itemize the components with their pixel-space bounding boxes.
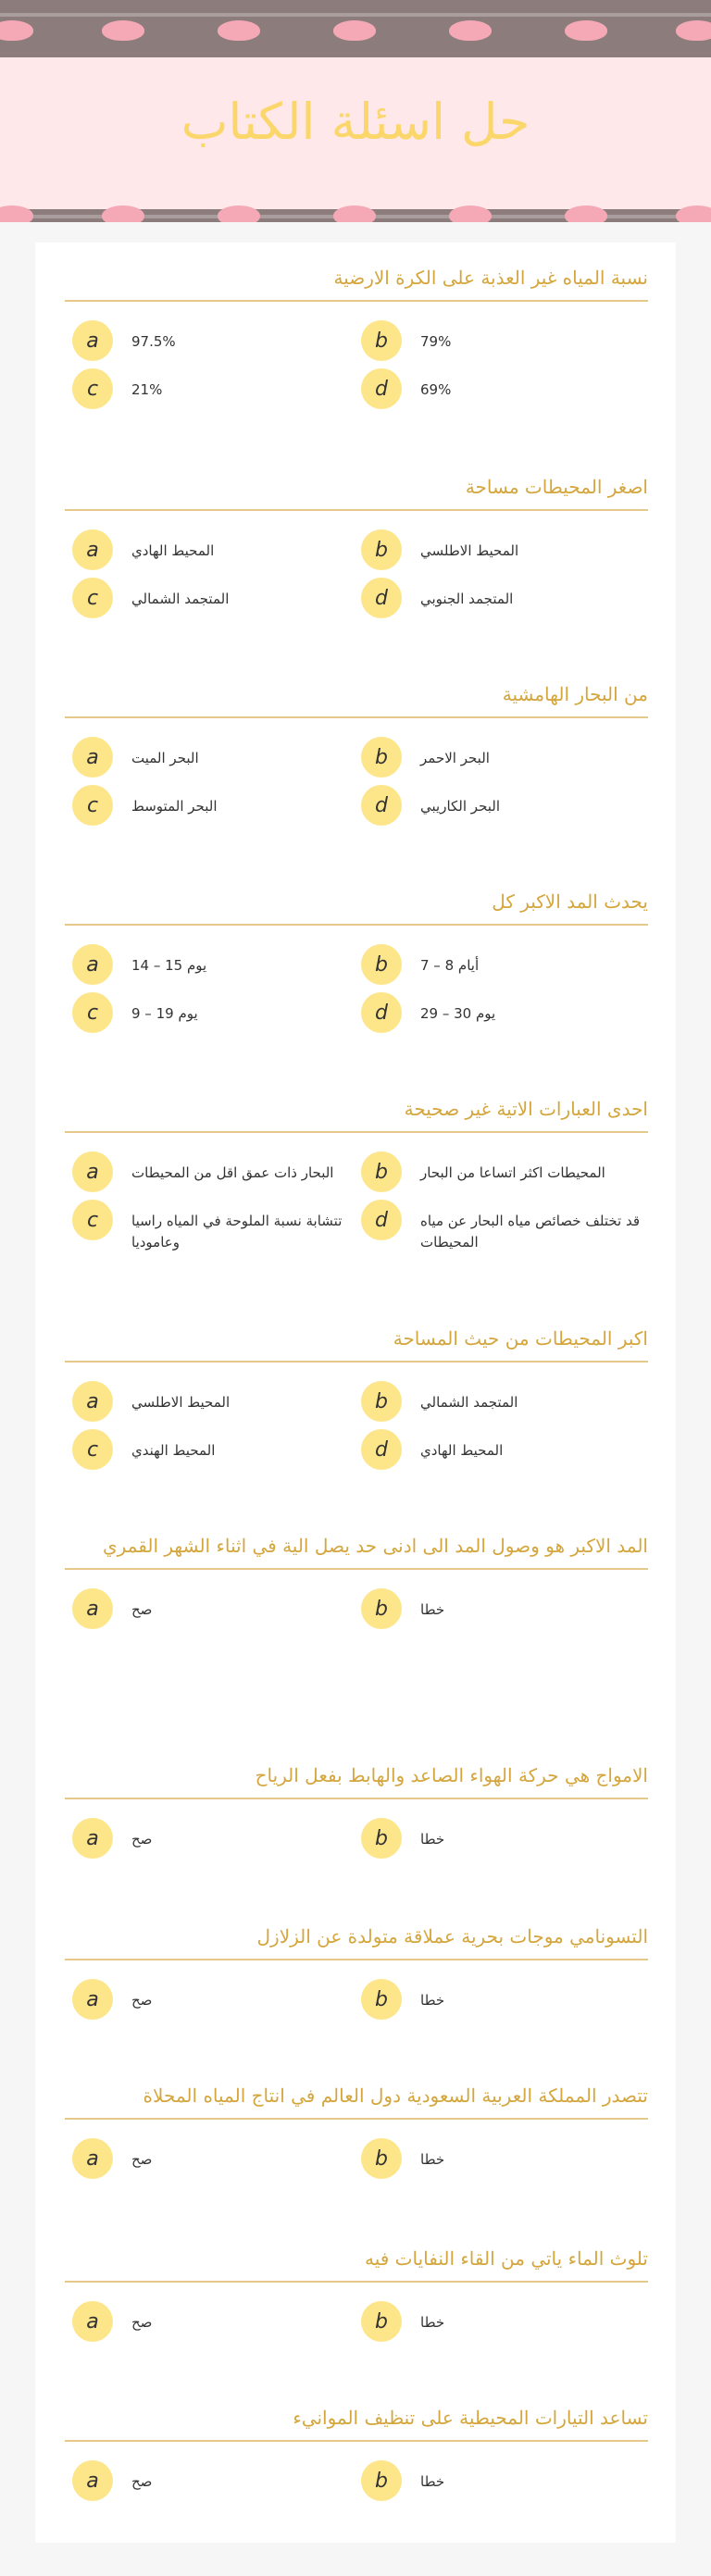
option-label: صح	[131, 2151, 153, 2168]
answer-option-d[interactable]	[361, 1200, 652, 1254]
option-letter-badge: b	[361, 1818, 402, 1859]
question-text: من البحار الهامشية	[65, 683, 648, 718]
answer-option-c[interactable]	[72, 785, 363, 826]
option-label: خطا	[420, 1992, 445, 2009]
question-text: الامواج هي حركة الهواء الصاعد والهابط بفعل الرياح	[65, 1764, 648, 1799]
option-label: المحيط الاطلسي	[131, 1394, 231, 1411]
heart-icon	[102, 205, 144, 222]
question-text: تتصدر المملكة العربية السعودية دول العالم في انتاج المياه المحلاة	[65, 2084, 648, 2120]
banner-stripe	[0, 13, 711, 17]
option-label: 97.5%	[131, 333, 176, 350]
question-text: نسبة المياه غير العذبة على الكرة الارضية	[65, 267, 648, 302]
answer-option-a[interactable]	[72, 1151, 363, 1192]
option-letter-badge: a	[72, 1151, 113, 1192]
question-text: اصغر المحيطات مساحة	[65, 476, 648, 511]
page-title: حل اسئلة الكتاب	[181, 93, 530, 151]
option-letter-badge: b	[361, 737, 402, 778]
option-label: صح	[131, 1992, 153, 2009]
heart-icon	[449, 205, 492, 222]
answer-option-b[interactable]	[361, 1979, 652, 2020]
option-label: المتجمد الجنوبي	[420, 591, 514, 607]
answer-option-a[interactable]	[72, 1381, 363, 1422]
heart-icon	[676, 205, 711, 222]
answer-option-a[interactable]	[72, 2138, 363, 2179]
option-label: صح	[131, 2314, 153, 2331]
question-block	[65, 2247, 648, 2283]
option-letter-badge: c	[72, 1429, 113, 1470]
option-letter-badge: d	[361, 785, 402, 826]
option-letter-badge: a	[72, 1381, 113, 1422]
answer-option-d[interactable]	[361, 368, 652, 409]
question-text: اكبر المحيطات من حيث المساحة	[65, 1327, 648, 1363]
option-letter-badge: a	[72, 529, 113, 570]
heart-icon	[102, 20, 144, 41]
option-label: المحيط الهادي	[131, 542, 215, 559]
question-text: المد الاكبر هو وصول المد الى ادنى حد يصل الية في اثناء الشهر القمري	[65, 1535, 648, 1570]
answer-option-b[interactable]	[361, 737, 652, 778]
answer-option-a[interactable]	[72, 2460, 363, 2501]
heart-icon	[676, 20, 711, 41]
option-letter-badge: a	[72, 320, 113, 361]
option-label: صح	[131, 1601, 153, 1618]
answer-option-c[interactable]	[72, 368, 363, 409]
question-block	[65, 1925, 648, 1960]
question-block	[65, 890, 648, 926]
question-block	[65, 2407, 648, 2442]
option-letter-badge: b	[361, 1381, 402, 1422]
option-label: البحار ذات عمق اقل من المحيطات	[131, 1164, 334, 1181]
answer-option-b[interactable]	[361, 529, 652, 570]
heart-icon	[565, 205, 607, 222]
heart-icon	[565, 20, 607, 41]
option-label: المحيطات اكثر اتساعا من البحار	[420, 1164, 605, 1181]
option-letter-badge: a	[72, 2460, 113, 2501]
option-label: تتشابة نسبة الملوحة في المياه راسيا وعاموديا	[131, 1213, 343, 1251]
question-block	[65, 2084, 648, 2120]
option-letter-badge: b	[361, 944, 402, 985]
hearts-row-top	[0, 20, 711, 48]
option-letter-badge: a	[72, 737, 113, 778]
option-letter-badge: c	[72, 992, 113, 1033]
option-label: 7 – 8 أيام	[420, 957, 480, 974]
answer-option-a[interactable]	[72, 944, 363, 985]
heart-icon	[449, 20, 492, 41]
answer-option-a[interactable]	[72, 320, 363, 361]
question-block	[65, 1098, 648, 1133]
option-letter-badge: d	[361, 1200, 402, 1240]
question-block	[65, 1764, 648, 1799]
option-letter-badge: b	[361, 1588, 402, 1629]
heart-icon	[0, 20, 33, 41]
question-text: احدى العبارات الاتية غير صحيحة	[65, 1098, 648, 1133]
answer-option-b[interactable]	[361, 944, 652, 985]
answer-option-b[interactable]	[361, 320, 652, 361]
option-label: 29 – 30 يوم	[420, 1005, 496, 1022]
option-label: المحيط الهادي	[420, 1442, 504, 1459]
answer-option-c[interactable]	[72, 992, 363, 1033]
option-label: خطا	[420, 2314, 445, 2331]
option-label: المحيط الاطلسي	[420, 542, 519, 559]
option-letter-badge: a	[72, 1979, 113, 2020]
option-label: خطا	[420, 2151, 445, 2168]
option-letter-badge: a	[72, 944, 113, 985]
option-letter-badge: c	[72, 1200, 113, 1240]
option-letter-badge: b	[361, 320, 402, 361]
question-text: التسونامي موجات بحرية عملاقة متولدة عن الزلازل	[65, 1925, 648, 1960]
heart-icon	[218, 20, 260, 41]
answer-option-c[interactable]	[72, 578, 363, 618]
answer-option-d[interactable]	[361, 785, 652, 826]
option-letter-badge: b	[361, 1979, 402, 2020]
question-text: تلوث الماء ياتي من القاء النفايات فيه	[65, 2247, 648, 2283]
answer-option-d[interactable]	[361, 578, 652, 618]
option-letter-badge: d	[361, 1429, 402, 1470]
option-letter-badge: b	[361, 2460, 402, 2501]
answer-option-d[interactable]	[361, 1429, 652, 1470]
option-label: 9 – 19 يوم	[131, 1005, 198, 1022]
answer-option-a[interactable]	[72, 1979, 363, 2020]
option-label: خطا	[420, 1831, 445, 1848]
heart-icon	[218, 205, 260, 222]
option-label: صح	[131, 2473, 153, 2490]
answer-option-c[interactable]	[72, 1200, 363, 1254]
option-letter-badge: c	[72, 785, 113, 826]
answer-option-b[interactable]	[361, 2138, 652, 2179]
heart-icon	[333, 205, 376, 222]
question-block	[65, 476, 648, 511]
option-label: صح	[131, 1831, 153, 1848]
question-block	[65, 267, 648, 302]
answer-option-a[interactable]	[72, 2301, 363, 2342]
option-letter-badge: c	[72, 368, 113, 409]
option-label: 69%	[420, 381, 452, 398]
answer-option-d[interactable]	[361, 992, 652, 1033]
answer-option-b[interactable]	[361, 1588, 652, 1629]
option-letter-badge: b	[361, 529, 402, 570]
answer-option-a[interactable]	[72, 1588, 363, 1629]
option-letter-badge: d	[361, 992, 402, 1033]
answer-option-b[interactable]	[361, 2460, 652, 2501]
answer-option-a[interactable]	[72, 529, 363, 570]
question-block	[65, 683, 648, 718]
option-letter-badge: b	[361, 2301, 402, 2342]
question-text: يحدث المد الاكبر كل	[65, 890, 648, 926]
option-label: المحيط الهندي	[131, 1442, 216, 1459]
option-label: المتجمد الشمالي	[420, 1394, 518, 1411]
option-label: خطا	[420, 2473, 445, 2490]
option-letter-badge: b	[361, 2138, 402, 2179]
option-letter-badge: a	[72, 1818, 113, 1859]
answer-option-c[interactable]	[72, 1429, 363, 1470]
option-label: 21%	[131, 381, 163, 398]
option-label: 79%	[420, 333, 452, 350]
option-label: البحر الميت	[131, 750, 199, 766]
option-letter-badge: b	[361, 1151, 402, 1192]
question-block	[65, 1535, 648, 1570]
answer-option-b[interactable]	[361, 2301, 652, 2342]
option-label: قد تختلف خصائص مياه البحار عن مياه المحيطات	[420, 1213, 641, 1251]
answer-option-a[interactable]	[72, 737, 363, 778]
hearts-row-bottom	[0, 205, 711, 222]
answer-option-b[interactable]	[361, 1381, 652, 1422]
answer-option-b[interactable]	[361, 1151, 652, 1192]
heart-icon	[0, 205, 33, 222]
question-text: تساعد التيارات المحيطية على تنظيف الموانيء	[65, 2407, 648, 2442]
option-label: البحر الكاريبي	[420, 798, 501, 815]
option-letter-badge: d	[361, 578, 402, 618]
option-letter-badge: a	[72, 2138, 113, 2179]
answer-option-a[interactable]	[72, 1818, 363, 1859]
option-label: خطا	[420, 1601, 445, 1618]
option-letter-badge: d	[361, 368, 402, 409]
heart-icon	[333, 20, 376, 41]
option-label: المتجمد الشمالي	[131, 591, 230, 607]
answer-option-b[interactable]	[361, 1818, 652, 1859]
option-label: البحر المتوسط	[131, 798, 218, 815]
option-label: 14 – 15 يوم	[131, 957, 207, 974]
option-letter-badge: c	[72, 578, 113, 618]
question-block	[65, 1327, 648, 1363]
option-letter-badge: a	[72, 1588, 113, 1629]
option-letter-badge: a	[72, 2301, 113, 2342]
option-label: البحر الاحمر	[420, 750, 490, 766]
